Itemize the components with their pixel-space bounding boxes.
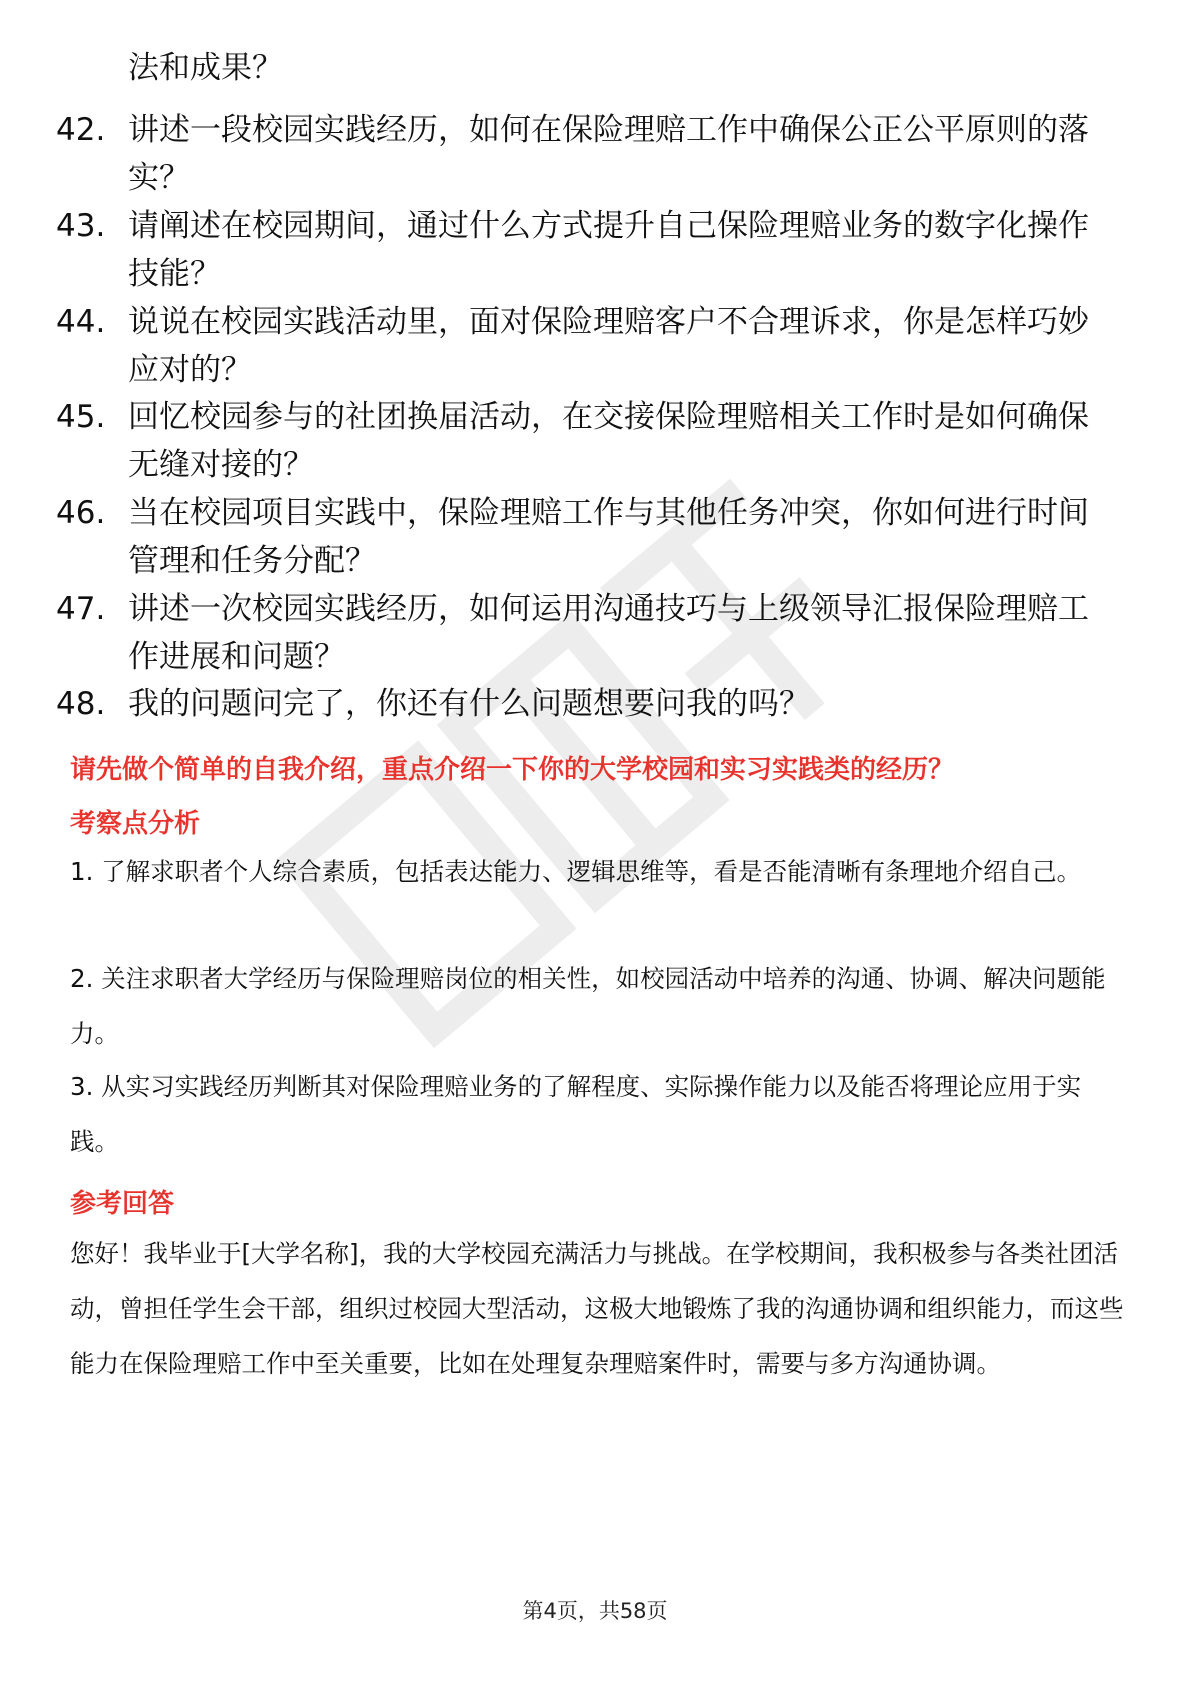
question-number: 48.	[56, 686, 106, 722]
analysis-heading: 考察点分析	[70, 809, 201, 839]
analysis-point: 2. 关注求职者大学经历与保险理赔岗位的相关性，如校园活动中培养的沟通、协调、解决问题能力。	[70, 964, 1106, 1048]
question-text: 我的问题问完了，你还有什么问题想要问我的吗？	[128, 686, 810, 722]
featured-question: 请先做个简单的自我介绍，重点介绍一下你的大学校园和实习实践类的经历？	[70, 755, 955, 785]
reference-heading: 参考回答	[70, 1189, 175, 1219]
reference-answer: 您好！我毕业于[大学名称]，我的大学校园充满活力与挑战。在学校期间，我积极参与各类社团活动，曾担任学生会干部，组织过校园大型活动，这极大地锻炼了我的沟通协调和组织能力，而这些能力在保险理赔工作中至关重要，比如在处理复杂理赔案件时，需要与多方沟通协调。	[70, 1239, 1124, 1378]
question-text: 讲述一段校园实践经历，如何在保险理赔工作中确保公正公平原则的落实？	[128, 112, 1089, 196]
question-text: 请阐述在校园期间，通过什么方式提升自己保险理赔业务的数字化操作技能？	[128, 208, 1089, 292]
question-text: 当在校园项目实践中，保险理赔工作与其他任务冲突，你如何进行时间管理和任务分配？	[128, 495, 1089, 579]
question-number: 43.	[56, 208, 106, 244]
analysis-point: 3. 从实习实践经历判断其对保险理赔业务的了解程度、实际操作能力以及能否将理论应用于实践。	[70, 1072, 1082, 1156]
question-text: 讲述一次校园实践经历，如何运用沟通技巧与上级领导汇报保险理赔工作进展和问题？	[128, 591, 1089, 675]
question-text: 回忆校园参与的社团换届活动，在交接保险理赔相关工作时是如何确保无缝对接的？	[128, 399, 1089, 483]
analysis-point: 1. 了解求职者个人综合素质，包括表达能力、逻辑思维等，看是否能清晰有条理地介绍自己。	[70, 857, 1082, 886]
question-number: 46.	[56, 495, 106, 531]
question-number: 45.	[56, 399, 106, 435]
question-number: 44.	[56, 304, 106, 340]
question-number: 42.	[56, 112, 106, 148]
question-number: 47.	[56, 591, 106, 627]
question-continuation: 法和成果？	[128, 50, 283, 86]
page-footer: 第4页，共58页	[522, 1599, 668, 1623]
question-text: 说说在校园实践活动里，面对保险理赔客户不合理诉求，你是怎样巧妙应对的？	[128, 304, 1089, 388]
